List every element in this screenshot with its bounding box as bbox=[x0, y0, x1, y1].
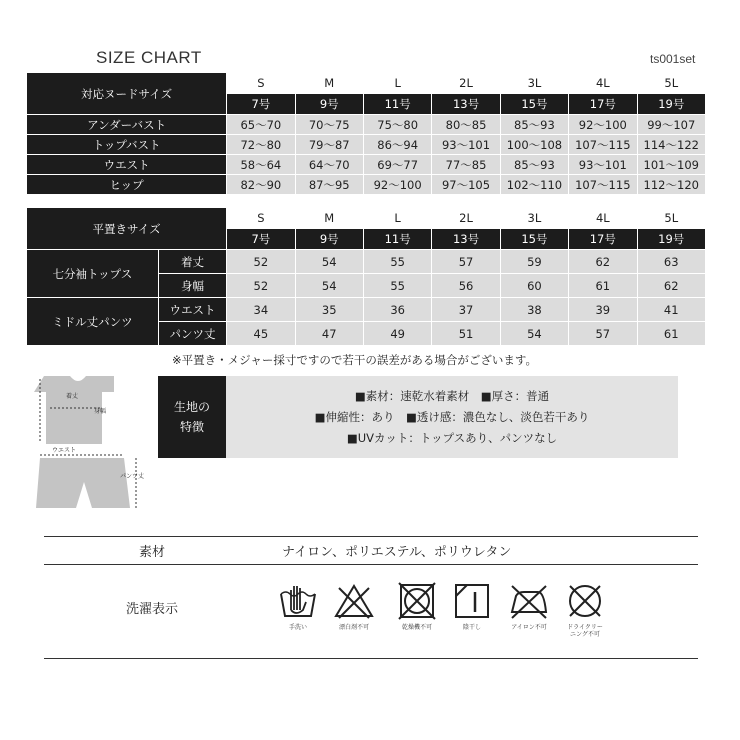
table-cell: 59 bbox=[501, 250, 568, 273]
go-header: 13号 bbox=[432, 229, 499, 249]
table-cell: 54 bbox=[501, 322, 568, 345]
table-cell: 92〜100 bbox=[364, 175, 431, 194]
go-header: 9号 bbox=[296, 94, 363, 114]
table-cell: 39 bbox=[569, 298, 636, 321]
garment-diagram bbox=[26, 372, 160, 520]
care-item-no-iron bbox=[501, 582, 557, 631]
care-label: 洗濯表示 bbox=[125, 602, 178, 617]
no-dry-clean-icon bbox=[564, 582, 606, 620]
row-label: ウエスト bbox=[27, 155, 226, 174]
table-cell: 92〜100 bbox=[569, 115, 636, 134]
table-cell: 64〜70 bbox=[296, 155, 363, 174]
pants-silhouette bbox=[36, 458, 130, 508]
flat-size-label: 平置きサイズ bbox=[27, 208, 226, 249]
line-dry-shade-icon bbox=[451, 582, 493, 620]
row-label: トップバスト bbox=[27, 135, 226, 154]
feature-line: ■伸縮性：あり ■透け感：濃色なし、淡色若干あり bbox=[314, 409, 590, 424]
care-item-no-dry-clean bbox=[557, 582, 613, 638]
table-cell: 87〜95 bbox=[296, 175, 363, 194]
no-bleach-icon bbox=[333, 582, 375, 620]
size-header: S bbox=[227, 73, 294, 93]
care-caption: 手洗い bbox=[288, 624, 307, 631]
go-header: 11号 bbox=[364, 94, 431, 114]
top-length-label: 着丈 bbox=[66, 393, 79, 400]
size-header: 5L bbox=[638, 208, 706, 228]
go-header: 15号 bbox=[501, 229, 568, 249]
go-header: 17号 bbox=[569, 229, 636, 249]
table-cell: 93〜101 bbox=[432, 135, 499, 154]
divider bbox=[44, 564, 698, 565]
no-iron-icon bbox=[508, 582, 550, 620]
pants-length-label: パンツ丈 bbox=[120, 473, 145, 480]
divider bbox=[44, 658, 698, 659]
fabric-features-label-line2: 特徴 bbox=[179, 420, 204, 434]
go-header: 19号 bbox=[638, 94, 705, 114]
care-caption: 漂白剤不可 bbox=[338, 624, 369, 631]
table-cell: 47 bbox=[296, 322, 363, 345]
care-item-no-tumble-dry bbox=[389, 582, 445, 631]
table-cell: 60 bbox=[501, 274, 568, 297]
size-header: 4L bbox=[569, 73, 636, 93]
size-header: L bbox=[364, 73, 431, 93]
care-item-line-dry-shade bbox=[444, 582, 500, 631]
table-cell: 63 bbox=[638, 250, 706, 273]
table-cell: 51 bbox=[432, 322, 499, 345]
table-cell: 57 bbox=[569, 322, 636, 345]
no-tumble-dry-icon bbox=[396, 582, 438, 620]
table-cell: 54 bbox=[296, 250, 363, 273]
table-row bbox=[27, 135, 705, 154]
table-row bbox=[27, 115, 705, 134]
care-caption: 乾燥機不可 bbox=[401, 624, 432, 631]
feature-line: ■素材：速乾水着素材 ■厚さ：普通 bbox=[354, 388, 550, 403]
top-width-label: 身幅 bbox=[94, 408, 107, 415]
size-header: 2L bbox=[432, 208, 499, 228]
material-value: ナイロン、ポリエステル、ポリウレタン bbox=[282, 545, 512, 560]
go-header: 17号 bbox=[569, 94, 636, 114]
table-cell: 35 bbox=[296, 298, 363, 321]
go-header: 7号 bbox=[227, 229, 294, 249]
table-cell: 62 bbox=[569, 250, 636, 273]
hand-wash-icon bbox=[277, 582, 319, 620]
table-cell: 93〜101 bbox=[569, 155, 636, 174]
table-cell: 75〜80 bbox=[364, 115, 431, 134]
size-header: M bbox=[296, 73, 363, 93]
table-cell: 37 bbox=[432, 298, 499, 321]
group-label: ミドル丈パンツ bbox=[27, 298, 158, 345]
fabric-features-label bbox=[158, 376, 226, 458]
table-cell: 80〜85 bbox=[432, 115, 499, 134]
size-header: 4L bbox=[569, 208, 636, 228]
material-label: 素材 bbox=[138, 545, 165, 560]
row-label: アンダーバスト bbox=[27, 115, 226, 134]
table-cell: 85〜93 bbox=[501, 155, 568, 174]
table-cell: 55 bbox=[364, 274, 431, 297]
table-cell: 102〜110 bbox=[501, 175, 568, 194]
table-cell: 107〜115 bbox=[569, 175, 636, 194]
flat-size-table bbox=[26, 207, 706, 346]
table-cell: 56 bbox=[432, 274, 499, 297]
row-label: ヒップ bbox=[27, 175, 226, 194]
divider bbox=[44, 536, 698, 537]
care-caption: アイロン不可 bbox=[511, 624, 547, 631]
table-cell: 57 bbox=[432, 250, 499, 273]
table-row bbox=[27, 298, 705, 321]
care-item-no-bleach bbox=[326, 582, 382, 631]
table-cell: 70〜75 bbox=[296, 115, 363, 134]
table-cell: 79〜87 bbox=[296, 135, 363, 154]
go-header: 9号 bbox=[296, 229, 363, 249]
table-cell: 49 bbox=[364, 322, 431, 345]
table-cell: 99〜107 bbox=[638, 115, 705, 134]
table-cell: 52 bbox=[227, 274, 294, 297]
row-label: 身幅 bbox=[159, 274, 226, 297]
table-cell: 97〜105 bbox=[432, 175, 499, 194]
chart-title: SIZE CHART bbox=[96, 48, 202, 67]
size-header: 3L bbox=[501, 73, 568, 93]
care-caption: ドライクリー ニング不可 bbox=[567, 624, 603, 638]
fabric-features-label-line1: 生地の bbox=[173, 400, 210, 414]
table-cell: 100〜108 bbox=[501, 135, 568, 154]
table-cell: 62 bbox=[638, 274, 706, 297]
table-cell: 54 bbox=[296, 274, 363, 297]
size-header: M bbox=[296, 208, 363, 228]
table-row bbox=[27, 155, 705, 174]
row-label: パンツ丈 bbox=[159, 322, 226, 345]
product-code: ts001set bbox=[650, 52, 696, 66]
table-cell: 65〜70 bbox=[227, 115, 294, 134]
go-header: 15号 bbox=[501, 94, 568, 114]
go-header: 19号 bbox=[638, 229, 706, 249]
table-cell: 101〜109 bbox=[638, 155, 705, 174]
go-header: 11号 bbox=[364, 229, 431, 249]
table-cell: 52 bbox=[227, 250, 294, 273]
size-header: 5L bbox=[638, 73, 705, 93]
nude-size-table bbox=[26, 72, 706, 195]
row-label: ウエスト bbox=[159, 298, 226, 321]
waist-label: ウエスト bbox=[52, 447, 77, 454]
table-cell: 114〜122 bbox=[638, 135, 705, 154]
table-cell: 72〜80 bbox=[227, 135, 294, 154]
table-row bbox=[27, 250, 705, 273]
go-header: 13号 bbox=[432, 94, 499, 114]
care-item-hand-wash bbox=[270, 582, 326, 631]
table-cell: 55 bbox=[364, 250, 431, 273]
table-cell: 107〜115 bbox=[569, 135, 636, 154]
nude-size-label: 対応ヌードサイズ bbox=[27, 73, 226, 114]
group-label: 七分袖トップス bbox=[27, 250, 158, 297]
table-cell: 61 bbox=[569, 274, 636, 297]
table-cell: 77〜85 bbox=[432, 155, 499, 174]
table-cell: 82〜90 bbox=[227, 175, 294, 194]
table-cell: 61 bbox=[638, 322, 706, 345]
table-cell: 112〜120 bbox=[638, 175, 705, 194]
table-cell: 41 bbox=[638, 298, 706, 321]
table-cell: 69〜77 bbox=[364, 155, 431, 174]
feature-line: ■UVカット：トップスあり、パンツなし bbox=[346, 430, 558, 445]
table-cell: 34 bbox=[227, 298, 294, 321]
table-cell: 86〜94 bbox=[364, 135, 431, 154]
size-header: S bbox=[227, 208, 294, 228]
size-header: 3L bbox=[501, 208, 568, 228]
care-caption: 陰干し bbox=[462, 624, 481, 631]
table-row bbox=[27, 175, 705, 194]
size-header: L bbox=[364, 208, 431, 228]
fabric-features-box bbox=[226, 376, 678, 458]
table-cell: 36 bbox=[364, 298, 431, 321]
go-header: 7号 bbox=[227, 94, 294, 114]
row-label: 着丈 bbox=[159, 250, 226, 273]
table-cell: 85〜93 bbox=[501, 115, 568, 134]
size-header: 2L bbox=[432, 73, 499, 93]
table-cell: 38 bbox=[501, 298, 568, 321]
measurement-note: ※平置き・メジャー採寸ですので若干の誤差がある場合がございます。 bbox=[172, 353, 537, 367]
table-cell: 45 bbox=[227, 322, 294, 345]
table-cell: 58〜64 bbox=[227, 155, 294, 174]
